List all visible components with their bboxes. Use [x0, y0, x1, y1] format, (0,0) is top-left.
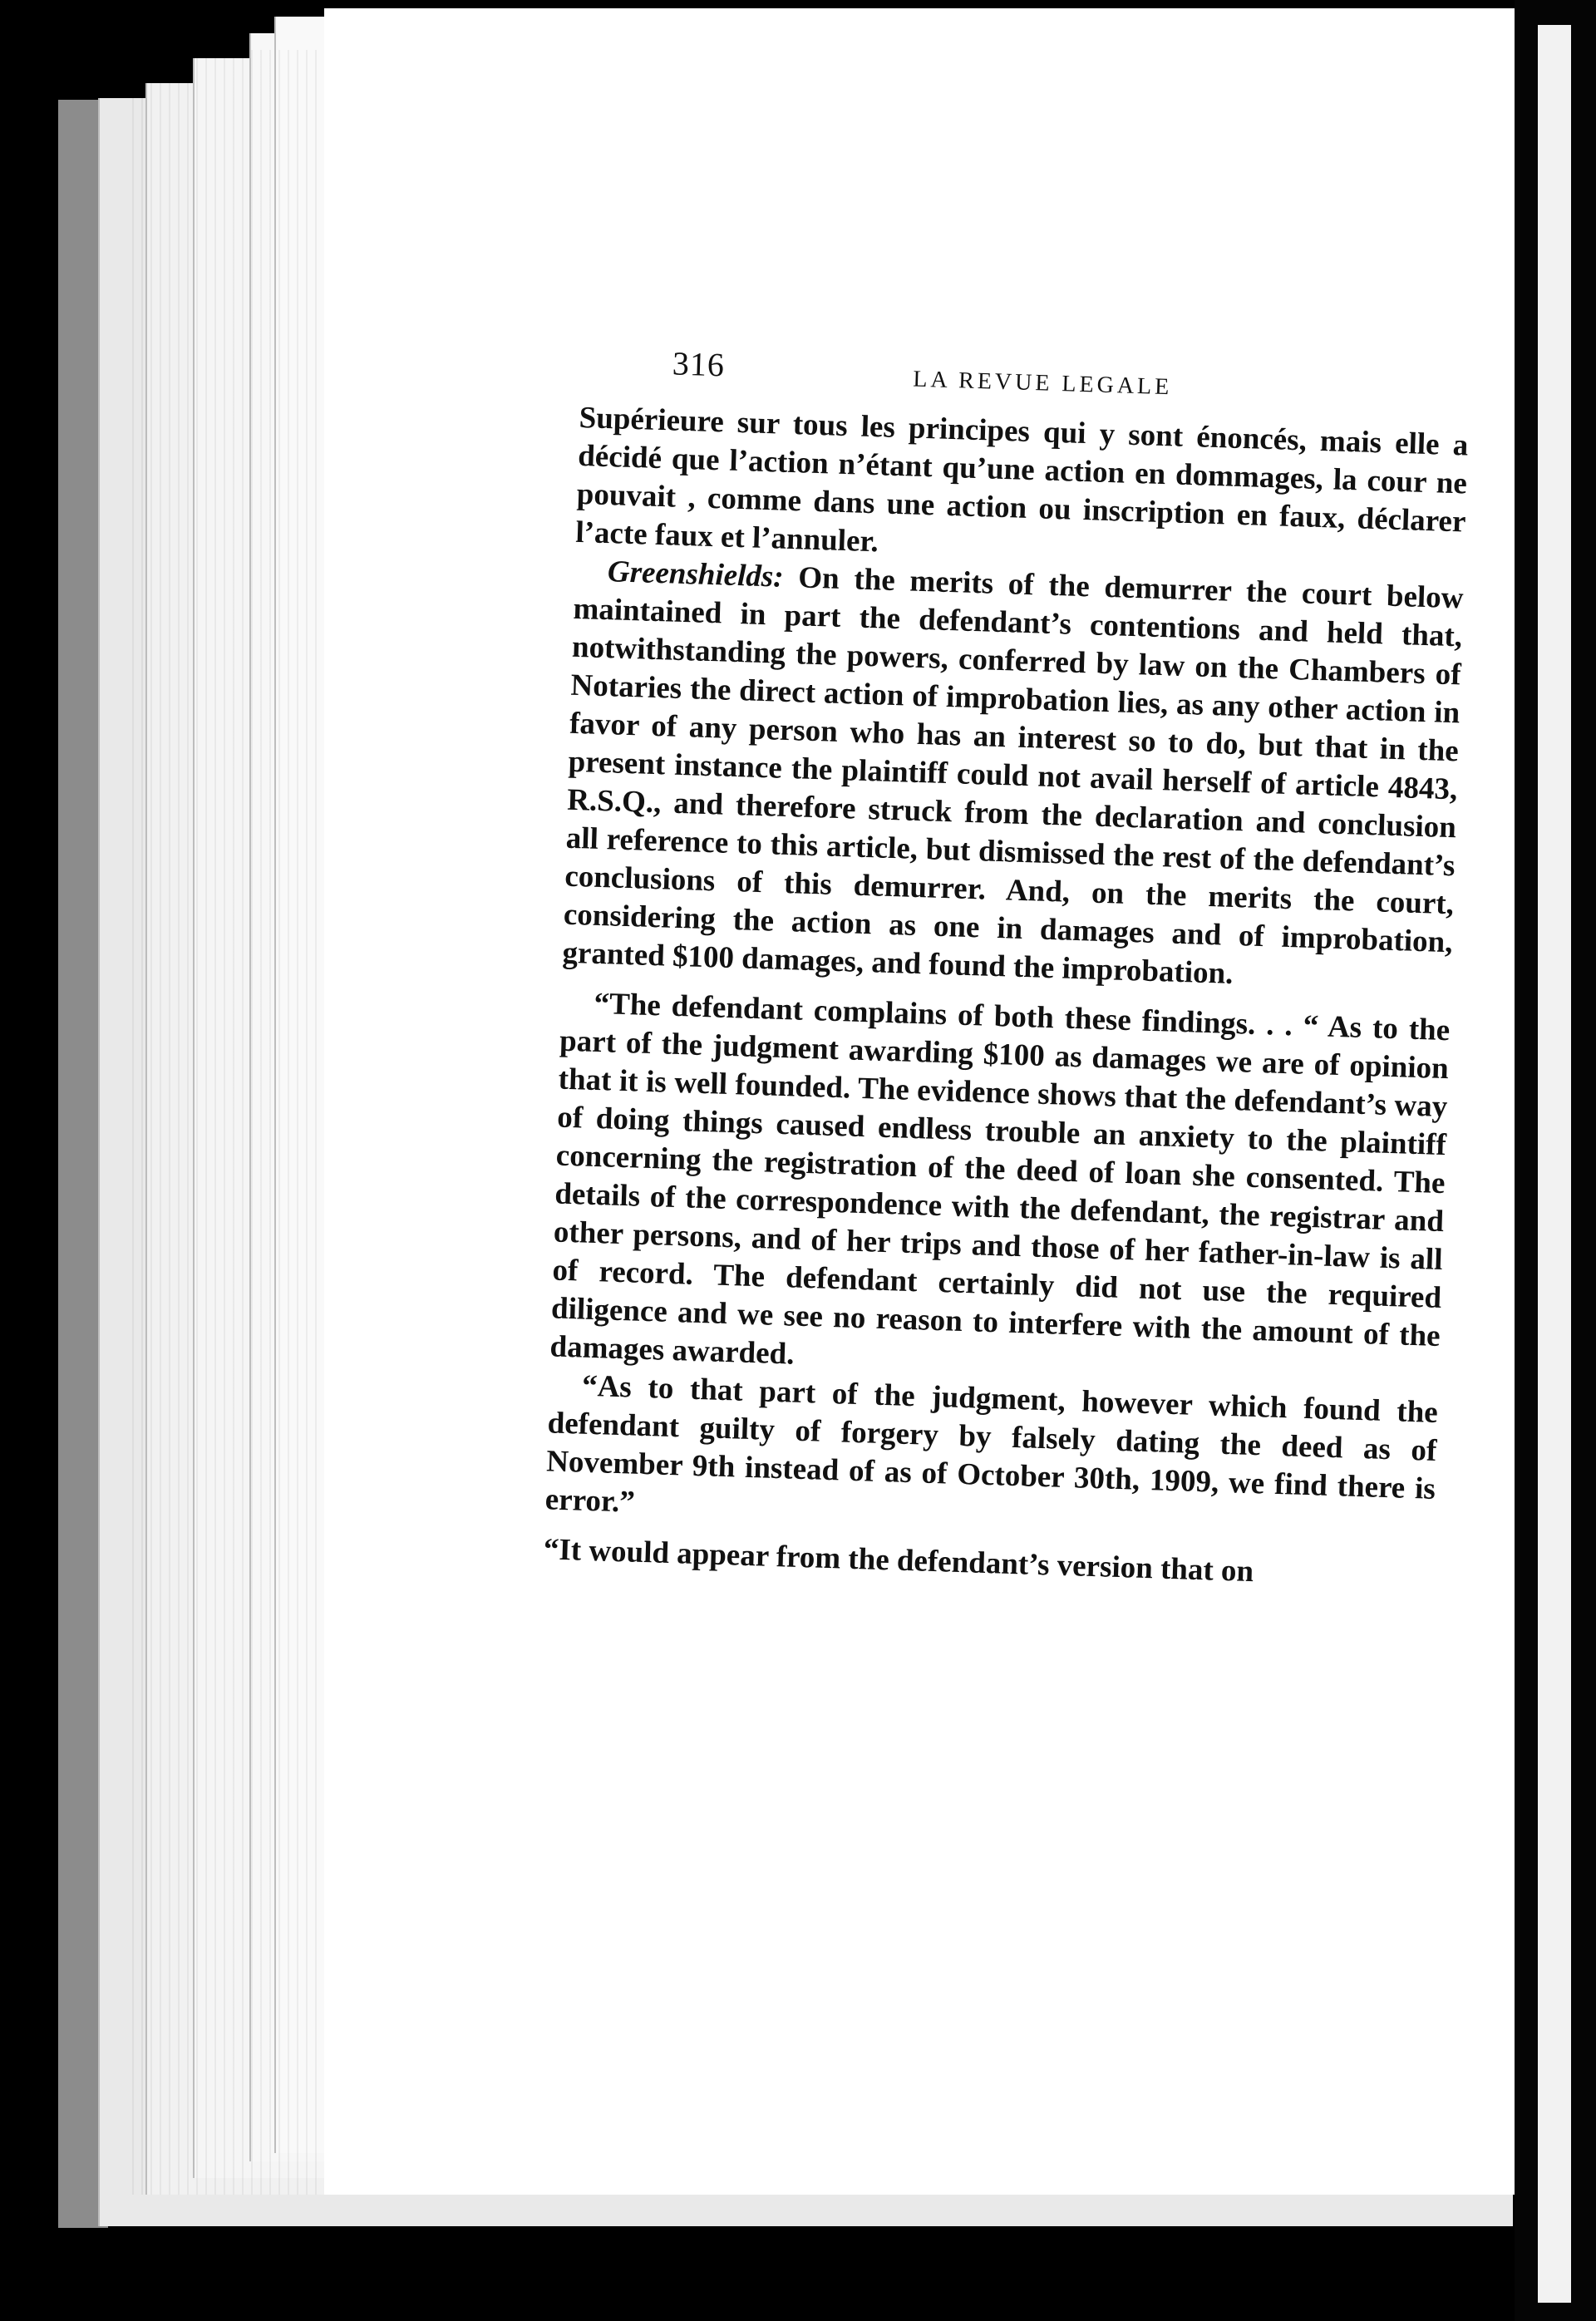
page-edge-lines: [125, 50, 341, 2195]
paragraph-lead: Greenshields:: [607, 554, 785, 594]
page-number: 316: [672, 344, 726, 384]
paragraph: [549, 984, 1451, 1394]
paragraph-text: “The defendant complains of both these findings. . . “ As to the part of the judgment awarding $100 as damages we are of opinion that it is well founded. The evidence shows that the defendant’s way of doing things caused endless trouble an anxiety to the plaintiff concerning the registration of the deed of loan she consented. The details of the correspondence with the defendant, the registrar and other persons, and of her trips and those of her father-in-law is all of record. The defendant certainly did not use the required diligence and we see no reason to interfere with the amount of the damages awarded.: [549, 986, 1451, 1372]
paragraph-text: “As to that part of the judgment, however which found the defendant guilty of forgery by falsely dating the deed as of November 9th instead of as of October 30th, 1909, we find there is error.”: [544, 1368, 1439, 1520]
paragraph-text: On the merits of the demurrer the court below maintained in part the defendant’s contentions and held that, notwithstanding the powers, conferred by law on the Chambers of Notaries the direct action of improbation lies, as any other action in favor of any person who has an interest so to do, but that in the present instance the plaintiff could not avail herself of article 4843, R.S.Q., and therefore struck from the declaration and conclusion all reference to this article, but dismissed the rest of the defendant’s conclusions of this demurrer. And, on the merits the court, considering the action as one in damages and of improbation, granted $100 damages, and found the improbation.: [561, 559, 1465, 991]
paragraph-text: Supérieure sur tous les principes qui y sont énoncés, mais elle a décidé que l’action n’étant qu’une action en dommages, la cour ne pouvait , comme dans une action ou inscription en faux, déclarer l’acte faux et l’annuler.: [574, 400, 1469, 559]
paragraph-text: “It would appear from the defendant’s version that on: [543, 1532, 1254, 1589]
running-head: LA REVUE LEGALE: [912, 366, 1173, 401]
paragraph: [575, 399, 1469, 580]
paragraph: [544, 1366, 1438, 1547]
text-block: [543, 333, 1470, 1597]
facing-page-edge: [1538, 25, 1571, 2303]
paragraph: [562, 552, 1464, 1000]
